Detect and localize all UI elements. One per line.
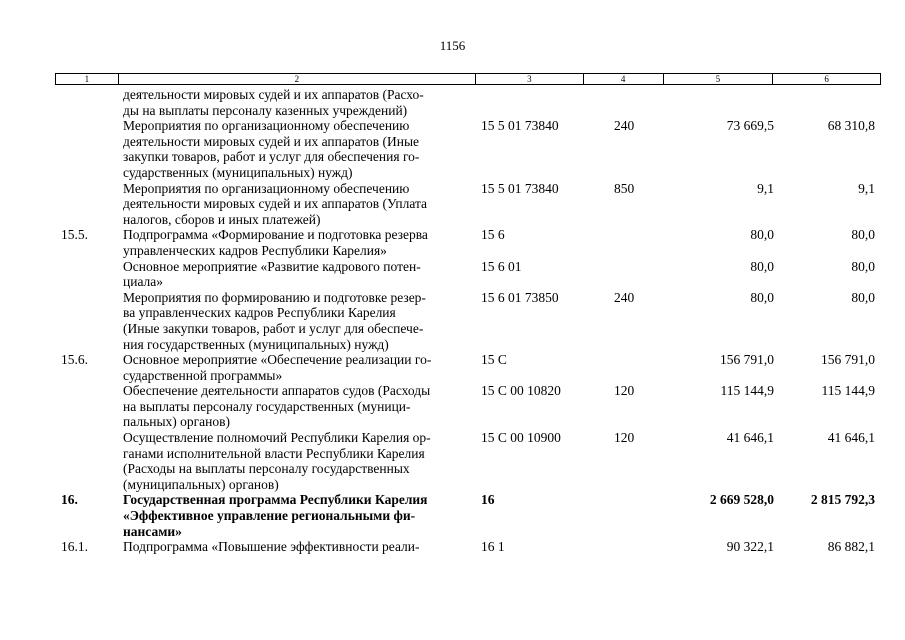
row-number xyxy=(55,259,118,290)
table-row xyxy=(55,430,881,492)
row-name xyxy=(118,227,476,258)
row-number: 15.6. xyxy=(61,352,88,368)
amount-column-6: 156 791,0 xyxy=(821,352,875,368)
row-number xyxy=(55,87,118,118)
row-name-line: Подпрограмма «Формирование и подготовка резерва xyxy=(123,227,428,243)
column-header: 3 xyxy=(476,74,584,84)
amount-column-5: 41 646,1 xyxy=(726,430,774,446)
table-row xyxy=(55,539,881,555)
row-name xyxy=(118,87,476,118)
row-name-line: нансами» xyxy=(123,523,182,539)
expense-type xyxy=(584,352,664,383)
budget-code: 15 С 00 10820 xyxy=(481,383,561,399)
table-row xyxy=(55,87,881,118)
row-number xyxy=(55,290,118,352)
table-row xyxy=(55,352,881,383)
row-name xyxy=(118,259,476,290)
row-name-line: деятельности мировых судей и их аппаратов (Расхо- xyxy=(123,87,424,102)
amount-column-5: 80,0 xyxy=(750,289,774,305)
amount-column-5: 80,0 xyxy=(750,258,774,274)
row-name-line: Обеспечение деятельности аппаратов судов (Расходы xyxy=(123,383,431,399)
amount-column-6: 80,0 xyxy=(851,289,875,305)
row-name-line: Мероприятия по организационному обеспечению xyxy=(123,118,410,134)
budget-code: 15 6 xyxy=(481,227,505,243)
budget-code: 16 xyxy=(481,492,495,508)
amount-column-5: 2 669 528,0 xyxy=(709,492,774,508)
row-number: 16.1. xyxy=(61,539,88,555)
amount-column-6: 68 310,8 xyxy=(827,118,875,134)
table-row xyxy=(55,290,881,352)
expense-type xyxy=(584,227,664,258)
amount-column-5: 115 144,9 xyxy=(720,383,774,399)
row-name-line: ва управленческих кадров Республики Карелия xyxy=(123,305,396,321)
row-number xyxy=(55,118,118,180)
row-name-line: Мероприятия по организационному обеспечению xyxy=(123,180,410,196)
row-number: 16. xyxy=(61,492,78,508)
row-number xyxy=(55,383,118,430)
row-name-line: ния государственных (муниципальных) нужд) xyxy=(123,336,389,352)
row-name-line: Осуществление полномочий Республики Карелия ор- xyxy=(123,430,431,446)
row-name-line: налогов, сборов и иных платежей) xyxy=(123,211,321,227)
row-name-line: ганами исполнительной власти Республики Карелия xyxy=(123,445,425,461)
budget-code: 16 1 xyxy=(481,539,505,555)
table-row xyxy=(55,259,881,290)
row-name-line: «Эффективное управление региональными фи- xyxy=(123,508,416,524)
table-row xyxy=(55,227,881,258)
expense-type: 120 xyxy=(614,383,635,399)
table-row xyxy=(55,383,881,430)
amount-column-5: 73 669,5 xyxy=(726,118,774,134)
amount-column-5: 90 322,1 xyxy=(726,539,774,555)
row-name-line: деятельности мировых судей и их аппаратов (Уплата xyxy=(123,196,428,212)
amount-column-6: 2 815 792,3 xyxy=(810,492,875,508)
row-name-line: сударственных (муниципальных) нужд) xyxy=(123,164,353,180)
table-row xyxy=(55,118,881,180)
expense-type: 240 xyxy=(614,289,635,305)
amount-column-6: 80,0 xyxy=(851,258,875,274)
column-header: 6 xyxy=(824,74,829,84)
row-name-line: сударственной программы» xyxy=(123,367,283,383)
table-row xyxy=(55,181,881,228)
row-name-line: циала» xyxy=(123,274,164,290)
expense-type: 850 xyxy=(614,180,635,196)
table-header xyxy=(55,73,881,85)
row-name-line: (муниципальных) органов) xyxy=(123,476,279,492)
row-name-line: Подпрограмма «Повышение эффективности реали- xyxy=(123,539,420,555)
row-name-line: деятельности мировых судей и их аппаратов (Иные xyxy=(123,133,420,149)
row-name-line: закупки товаров, работ и услуг для обеспечения го- xyxy=(123,149,420,165)
budget-code: 15 С 00 10900 xyxy=(481,430,561,446)
amount-column-6: 80,0 xyxy=(851,227,875,243)
budget-code: 15 6 01 73850 xyxy=(481,289,559,305)
amount-column-5 xyxy=(664,87,774,118)
row-name-line: Основное мероприятие «Обеспечение реализации го- xyxy=(123,352,432,368)
expense-type xyxy=(584,259,664,290)
row-name-line: ды на выплаты персоналу казенных учреждений) xyxy=(123,102,408,118)
amount-column-6: 9,1 xyxy=(858,180,875,196)
amount-column-5: 9,1 xyxy=(757,180,774,196)
row-name-line: Основное мероприятие «Развитие кадрового потен- xyxy=(123,258,421,274)
table-row xyxy=(55,492,881,539)
amount-column-5: 156 791,0 xyxy=(720,352,774,368)
row-name-line: пальных) органов) xyxy=(123,414,231,430)
amount-column-6: 41 646,1 xyxy=(827,430,875,446)
row-number: 15.5. xyxy=(61,227,88,243)
row-name xyxy=(118,492,476,539)
expense-type xyxy=(584,87,664,118)
row-name xyxy=(118,352,476,383)
row-number xyxy=(55,430,118,492)
expense-type: 240 xyxy=(614,118,635,134)
row-name xyxy=(118,118,476,180)
row-name-line: на выплаты персоналу государственных (муници- xyxy=(123,398,411,414)
budget-code xyxy=(476,87,584,118)
column-header: 1 xyxy=(56,74,119,84)
expense-type xyxy=(584,539,664,555)
row-name-line: (Иные закупки товаров, работ и услуг для обеспече- xyxy=(123,320,424,336)
row-number xyxy=(55,181,118,228)
column-header: 5 xyxy=(664,74,774,84)
row-name xyxy=(118,181,476,228)
row-name xyxy=(118,539,476,555)
budget-table-body xyxy=(55,87,881,555)
expense-type: 120 xyxy=(614,430,635,446)
budget-code: 15 5 01 73840 xyxy=(481,118,559,134)
amount-column-6: 115 144,9 xyxy=(821,383,875,399)
row-name-line: (Расходы на выплаты персоналу государственных xyxy=(123,461,410,477)
column-header: 2 xyxy=(119,74,476,84)
budget-code: 15 С xyxy=(481,352,507,368)
row-name-line: Государственная программа Республики Карелия xyxy=(123,492,428,508)
row-name xyxy=(118,290,476,352)
row-name xyxy=(118,430,476,492)
amount-column-6: 86 882,1 xyxy=(827,539,875,555)
budget-code: 15 5 01 73840 xyxy=(481,180,559,196)
budget-code: 15 6 01 xyxy=(481,258,522,274)
page-number: 1156 xyxy=(439,38,466,53)
expense-type xyxy=(584,492,664,539)
amount-column-6 xyxy=(774,87,881,118)
row-name xyxy=(118,383,476,430)
amount-column-5: 80,0 xyxy=(750,227,774,243)
row-name-line: Мероприятия по формированию и подготовке резер- xyxy=(123,289,426,305)
column-header: 4 xyxy=(584,74,664,84)
row-name-line: управленческих кадров Республики Карелия» xyxy=(123,242,387,258)
